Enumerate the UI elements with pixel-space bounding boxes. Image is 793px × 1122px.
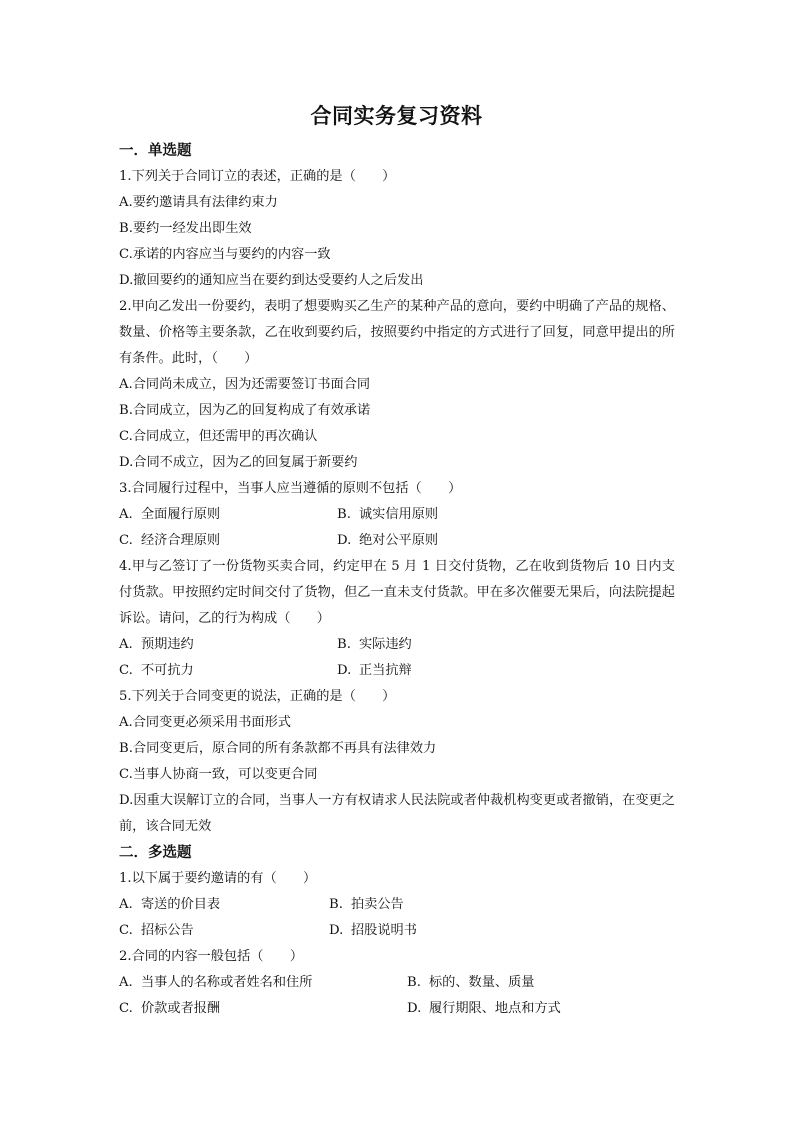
option — [119, 996, 407, 1022]
question-stem: 1.下列关于合同订立的表述，正确的是（ ） — [119, 169, 396, 184]
option-text: 履行期限、地点和方式 — [429, 1001, 561, 1016]
option — [407, 970, 535, 996]
question — [119, 294, 675, 476]
option-text: 拍卖公告 — [351, 897, 404, 912]
option — [337, 658, 412, 684]
option-letter: A. — [119, 377, 133, 392]
option-letter: D. — [119, 455, 134, 470]
option-letter: D. — [119, 793, 134, 808]
option-letter: A. — [119, 897, 133, 912]
option-text: 全面履行原则 — [141, 507, 221, 522]
option — [119, 710, 675, 736]
option-text: 当事人协商一致，可以变更合同 — [132, 767, 318, 782]
option-text: 实际违约 — [359, 637, 412, 652]
option-text: 合同不成立，因为乙的回复属于新要约 — [133, 455, 358, 470]
option-text: 正当抗辩 — [359, 663, 412, 678]
option — [119, 736, 675, 762]
option-letter: C. — [119, 923, 133, 938]
option-text: 不可抗力 — [141, 663, 194, 678]
option — [119, 216, 675, 242]
option — [337, 528, 438, 554]
option — [337, 502, 438, 528]
option-letter: B. — [329, 897, 343, 912]
option-letter: A. — [119, 715, 133, 730]
option-letter: D. — [329, 923, 344, 938]
option-text: 经济合理原则 — [141, 533, 221, 548]
section-heading-multiple-choice: 二．多选题 — [119, 845, 192, 861]
option — [119, 528, 337, 554]
option-text: 要约邀请具有法律约束力 — [132, 195, 278, 210]
option-row — [119, 970, 675, 996]
question-stem: 1.以下属于要约邀请的有（ ） — [119, 871, 317, 886]
option — [119, 632, 337, 658]
option-letter: C. — [119, 767, 133, 782]
option-letter: A. — [119, 507, 133, 522]
document-body — [119, 138, 675, 1022]
option-letter: A. — [119, 195, 133, 210]
option — [119, 450, 675, 476]
option — [119, 918, 329, 944]
option — [407, 996, 561, 1022]
option — [119, 268, 675, 294]
question — [119, 944, 675, 1022]
option — [329, 918, 417, 944]
option-row — [119, 892, 675, 918]
option-text: 合同成立，但还需甲的再次确认 — [132, 429, 318, 444]
option-text: 因重大误解订立的合同，当事人一方有权请求人民法院或者仲裁机构变更或者撤销，在变更之前，该合同无效 — [119, 793, 675, 834]
option — [119, 788, 675, 840]
question — [119, 684, 675, 840]
option-text: 撤回要约的通知应当在要约到达受要约人之后发出 — [133, 273, 424, 288]
option — [119, 970, 407, 996]
option-text: 寄送的价目表 — [141, 897, 221, 912]
option — [119, 398, 675, 424]
option — [119, 242, 675, 268]
question — [119, 164, 675, 294]
option-row — [119, 658, 675, 684]
option — [119, 424, 675, 450]
question — [119, 554, 675, 684]
question-stem: 2.甲向乙发出一份要约，表明了想要购买乙生产的某种产品的意向，要约中明确了产品的规格、数量、价格等主要条款，乙在收到要约后，按照要约中指定的方式进行了回复，同意甲提出的所有条件。此时，（ ） — [119, 299, 675, 366]
section-heading-single-choice: 一．单选题 — [119, 143, 192, 159]
option-letter: C. — [119, 533, 133, 548]
option-letter: B. — [337, 507, 351, 522]
question-stem: 2.合同的内容一般包括（ ） — [119, 949, 304, 964]
question — [119, 476, 675, 554]
option-letter: C. — [119, 1001, 133, 1016]
option-text: 合同成立，因为乙的回复构成了有效承诺 — [132, 403, 371, 418]
option-letter: A. — [119, 637, 133, 652]
option-letter: D. — [337, 663, 352, 678]
option-text: 价款或者报酬 — [141, 1001, 221, 1016]
option-text: 承诺的内容应当与要约的内容一致 — [132, 247, 331, 262]
option-letter: B. — [337, 637, 351, 652]
option-letter: C. — [119, 663, 133, 678]
option-letter: A. — [119, 975, 133, 990]
option — [119, 190, 675, 216]
option-text: 当事人的名称或者姓名和住所 — [141, 975, 313, 990]
option — [119, 658, 337, 684]
option-letter: C. — [119, 247, 133, 262]
option — [119, 372, 675, 398]
option-letter: B. — [407, 975, 421, 990]
question — [119, 866, 675, 944]
option-letter: B. — [119, 221, 133, 236]
option-row — [119, 502, 675, 528]
option-letter: D. — [337, 533, 352, 548]
option-text: 合同尚未成立，因为还需要签订书面合同 — [132, 377, 371, 392]
option-text: 预期违约 — [141, 637, 194, 652]
option — [119, 762, 675, 788]
document-title: 合同实务复习资料 — [310, 104, 483, 128]
option — [337, 632, 412, 658]
option-letter: B. — [119, 403, 133, 418]
option-letter: C. — [119, 429, 133, 444]
option-text: 标的、数量、质量 — [429, 975, 535, 990]
option-text: 合同变更后，原合同的所有条款都不再具有法律效力 — [132, 741, 437, 756]
option-row — [119, 918, 675, 944]
option — [119, 892, 329, 918]
option-text: 招股说明书 — [351, 923, 417, 938]
option-row — [119, 996, 675, 1022]
option-text: 要约一经发出即生效 — [132, 221, 252, 236]
option-text: 诚实信用原则 — [359, 507, 439, 522]
option — [119, 502, 337, 528]
option-letter: D. — [119, 273, 134, 288]
option-text: 招标公告 — [141, 923, 194, 938]
option-text: 合同变更必须采用书面形式 — [132, 715, 291, 730]
option-text: 绝对公平原则 — [359, 533, 439, 548]
option-letter: D. — [407, 1001, 422, 1016]
question-stem: 3.合同履行过程中，当事人应当遵循的原则不包括（ ） — [119, 481, 462, 496]
option — [329, 892, 404, 918]
question-stem: 4.甲与乙签订了一份货物买卖合同，约定甲在 5 月 1 日交付货物，乙在收到货物后 10 日内支付货款。甲按照约定时间交付了货物，但乙一直未支付货款。甲在多次催要无果后，向法院提起诉讼。请问，乙的行为构成（ ） — [119, 559, 675, 626]
option-row — [119, 528, 675, 554]
option-letter: B. — [119, 741, 133, 756]
question-stem: 5.下列关于合同变更的说法，正确的是（ ） — [119, 689, 396, 704]
option-row — [119, 632, 675, 658]
